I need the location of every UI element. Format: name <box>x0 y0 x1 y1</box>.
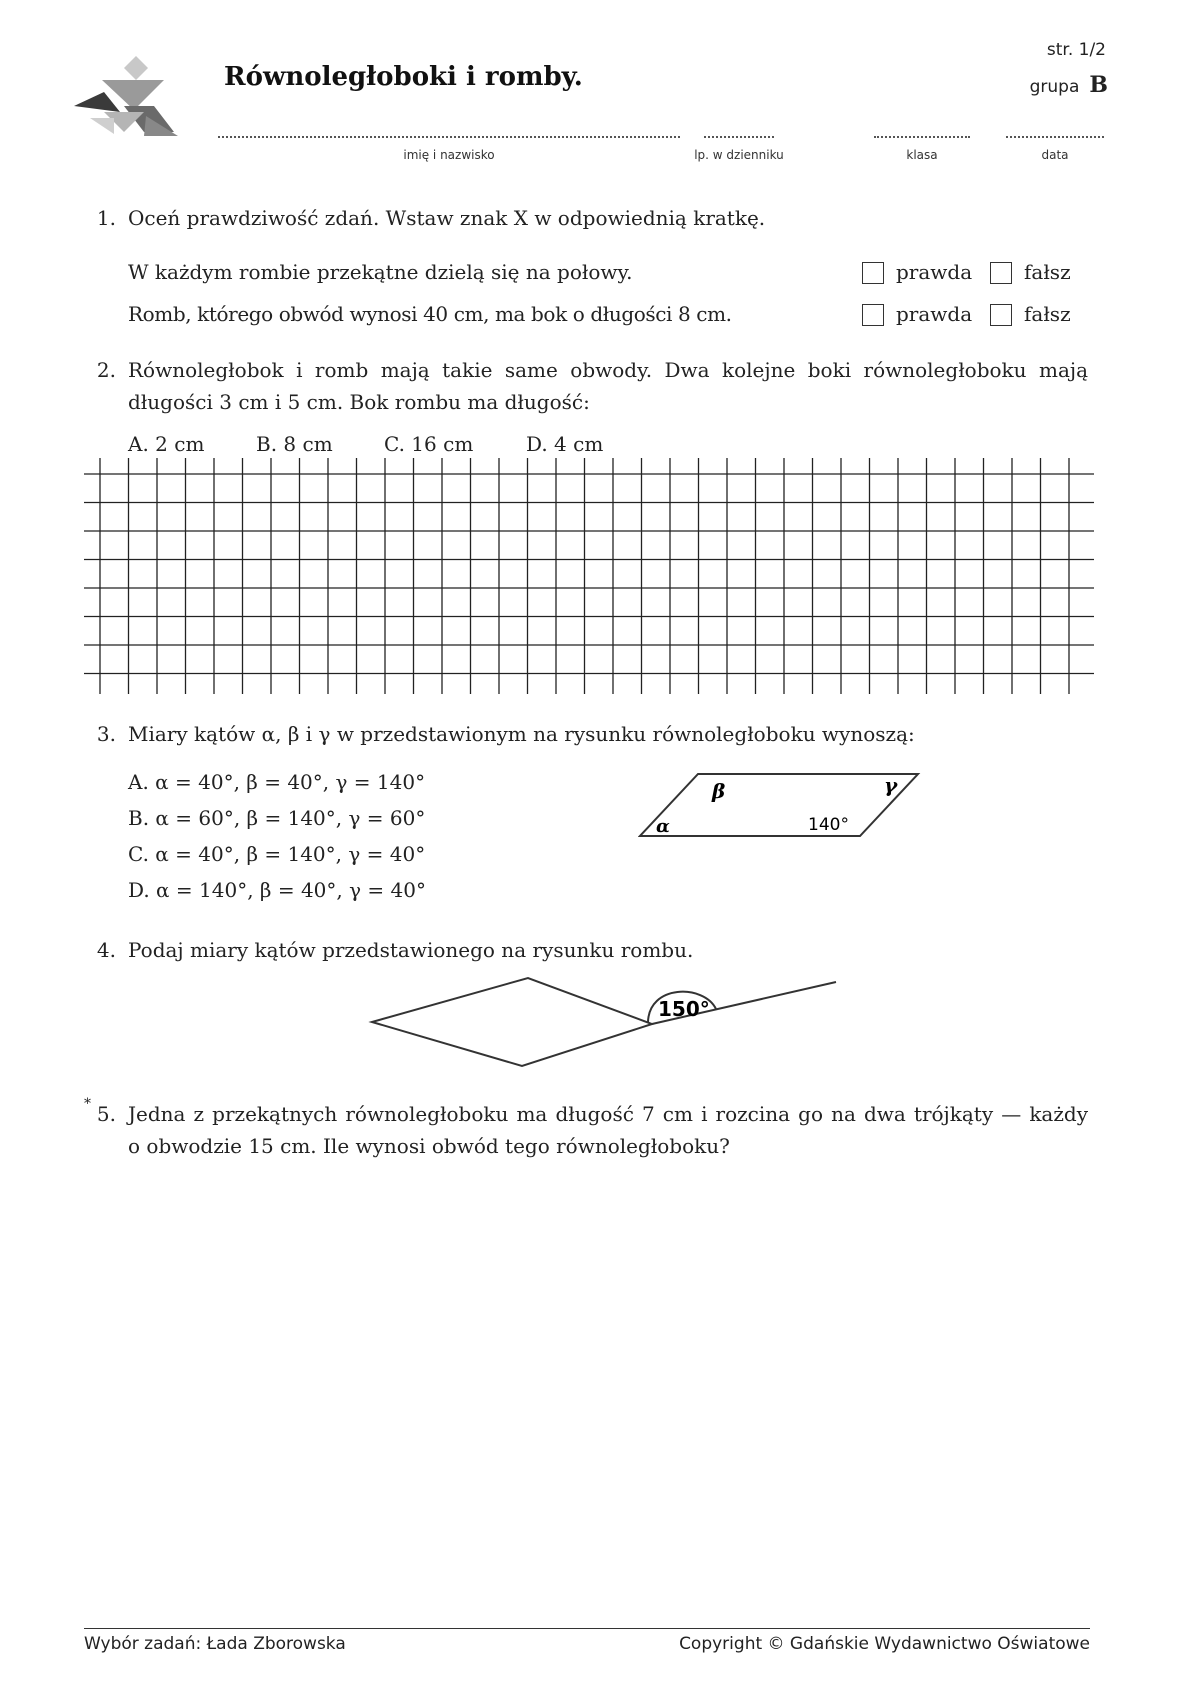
task5-star: * <box>84 1096 91 1112</box>
name-field-line[interactable] <box>218 136 680 138</box>
task2-option-b[interactable]: B. 8 cm <box>256 432 333 456</box>
class-field-label: klasa <box>906 148 938 162</box>
rhombus-figure <box>366 972 846 1072</box>
task3-option-d[interactable]: D. α = 140°, β = 40°, γ = 40° <box>128 878 426 902</box>
name-field-label: imię i nazwisko <box>403 148 495 162</box>
group-label: grupa <box>1029 77 1080 97</box>
angle-150-label: 150° <box>658 997 710 1021</box>
task1-s1-false-label: fałsz <box>1024 260 1071 284</box>
task5-text-line2: o obwodzie 15 cm. Ile wynosi obwód tego równoległoboku? <box>128 1134 730 1158</box>
task1-number: 1. <box>96 206 116 230</box>
task1-s2-false-label: fałsz <box>1024 302 1071 326</box>
class-field-line[interactable] <box>874 136 970 138</box>
task3-option-a[interactable]: A. α = 40°, β = 40°, γ = 140° <box>128 770 426 794</box>
task2-text-line2: długości 3 cm i 5 cm. Bok rombu ma długość: <box>128 390 590 414</box>
task5-number: 5. <box>96 1102 116 1126</box>
task1-s1-true-checkbox[interactable] <box>862 262 884 284</box>
group-indicator <box>1030 72 1108 98</box>
task4-number: 4. <box>96 938 116 962</box>
task4-prompt: Podaj miary kątów przedstawionego na rysunku rombu. <box>128 938 694 962</box>
task1-s2-true-checkbox[interactable] <box>862 304 884 326</box>
group-letter: B <box>1089 72 1108 98</box>
task1-statement-2: Romb, którego obwód wynosi 40 cm, ma bok o długości 8 cm. <box>128 302 732 326</box>
task2-option-a[interactable]: A. 2 cm <box>128 432 205 456</box>
task2-number: 2. <box>96 358 116 382</box>
gamma-label: γ <box>884 773 898 797</box>
footer-divider <box>84 1628 1090 1629</box>
page-title: Równoległoboki i romby. <box>224 62 583 92</box>
task1-statement-1: W każdym rombie przekątne dzielą się na połowy. <box>128 260 633 284</box>
task1-s1-true-label: prawda <box>896 260 973 284</box>
alpha-label: α <box>656 816 670 837</box>
squared-paper-grid[interactable] <box>84 458 1094 694</box>
task1-s1-false-checkbox[interactable] <box>990 262 1012 284</box>
parallelogram-figure <box>638 770 928 842</box>
footer-copyright: Copyright © Gdańskie Wydawnictwo Oświatowe <box>679 1634 1090 1654</box>
date-field-label: data <box>1041 148 1069 162</box>
number-field-line[interactable] <box>704 136 774 138</box>
task3-option-b[interactable]: B. α = 60°, β = 140°, γ = 60° <box>128 806 426 830</box>
number-field-label: lp. w dzienniku <box>694 148 784 162</box>
task3-prompt: Miary kątów α, β i γ w przedstawionym na rysunku równoległoboku wynoszą: <box>128 722 915 746</box>
task1-s2-false-checkbox[interactable] <box>990 304 1012 326</box>
beta-label: β <box>712 779 726 803</box>
date-field-line[interactable] <box>1006 136 1104 138</box>
task3-option-c[interactable]: C. α = 40°, β = 140°, γ = 40° <box>128 842 426 866</box>
angle-140-label: 140° <box>808 815 849 835</box>
page-number: str. 1/2 <box>1046 40 1106 60</box>
publisher-logo <box>74 56 184 146</box>
task3-number: 3. <box>96 722 116 746</box>
task2-option-d[interactable]: D. 4 cm <box>526 432 604 456</box>
task1-prompt: Oceń prawdziwość zdań. Wstaw znak X w odpowiednią kratkę. <box>128 206 766 230</box>
task5-text-line1: Jedna z przekątnych równoległoboku ma długość 7 cm i rozcina go na dwa trójkąty — każdy <box>128 1102 1088 1126</box>
footer-author: Wybór zadań: Łada Zborowska <box>84 1634 346 1654</box>
task2-option-c[interactable]: C. 16 cm <box>384 432 474 456</box>
task2-text-line1: Równoległobok i romb mają takie same obwody. Dwa kolejne boki równoległoboku mają <box>128 358 1088 382</box>
task1-s2-true-label: prawda <box>896 302 973 326</box>
